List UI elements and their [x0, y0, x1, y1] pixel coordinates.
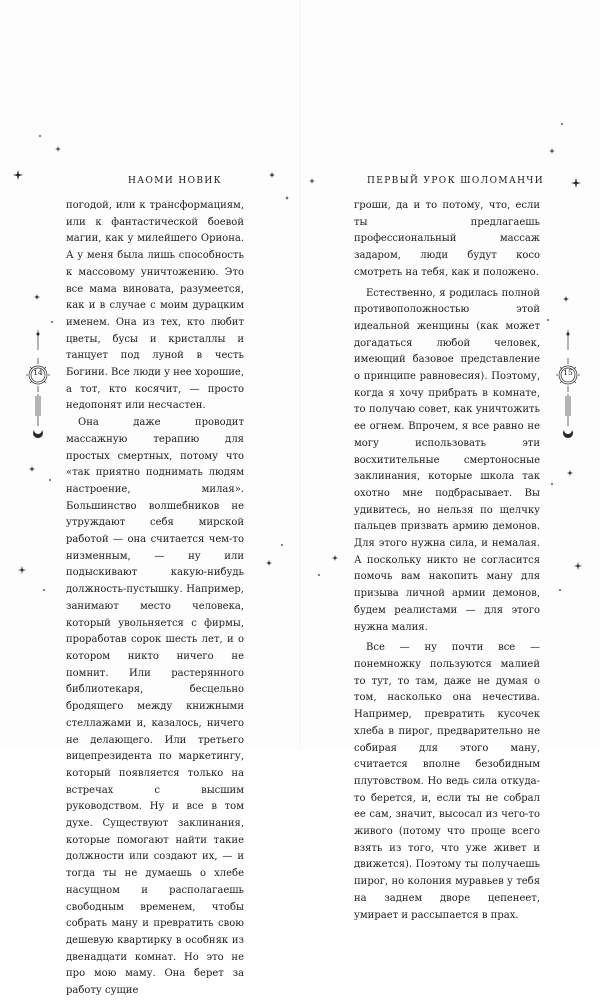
paragraph: Естественно, я родилась полной противоположностью этой идеальной женщины (как может догадаться любой человек, имеющий базовое представление о принципе равновесия). Поэтому, когда я хочу прибрать в комнате, то получаю совет, как уничтожить ее огнем. Впрочем, я все равно не могу использовать эти восхитительные смертоносные заклинания, которые школа так охотно мне подбрасывает. Вы удивитесь, но нельзя по щелчку пальцев призвать армию демонов. Для этого нужна сила, и немалая. А поскольку никто не согласится помочь вам накопить ману для призыва личной армии демонов, будем реалистами — для этого нужна малия. — [354, 287, 540, 633]
right-page — [300, 0, 600, 921]
page-number: 15 — [563, 368, 573, 377]
paragraph: гроши, да и то потому, что, если ты предлагаешь профессиональный массаж задаром, люди будут косо смотреть на тебя, как и положено. — [354, 200, 540, 278]
running-head-title: ПЕРВЫЙ УРОК ШОЛОМАНЧИ — [367, 176, 545, 186]
left-page-text — [66, 198, 244, 1000]
paragraph: погодой, или к трансформациям, или к фантастической боевой магии, как у милейшего Ориона. А у меня была лишь способность к массовому уничтожению. Это все мама виновата, разумеется, как и в случае с моим дурацким именем. Она из тех, кто любит цветы, бусы и кристаллы и танцует под луной в честь Богини. Все люди у нее хорошие, а тот, кто косячит, — просто недопонят или несчастен. — [66, 200, 244, 412]
paragraph: Она даже проводит массажную терапию для простых смертных, потому что «так приятно поднимать людям настроение, милая». Большинство волшебников не утруждают себя мирской работой — она считается чем-то низменным, — ну или подыскивают какую-нибудь должность-пустышку. Например, занимают место человека, который увольняется с фирмы, проработав сорок шесть лет, и о котором никто ничего не помнит. Или растерянного библиотекаря, бесцельно бродящего между книжными стеллажами и, казалось, ничего не делающего. Или третьего вицепрезидента по маркетингу, который появляется только на встречах с высшим руководством. Ну и все в том духе. Существуют заклинания, которые помогают найти такие должности или создают их, — и тогда ты не думаешь о хлебе насущном и располагаешь свободным временем, чтобы собрать ману и превратить свою дешевую квартирку в особняк из двенадцати комнат. Но это не про мою маму. Она берет за работу сущие — [66, 417, 244, 997]
running-head-author: НАОМИ НОВИК — [128, 176, 223, 186]
page-ornament-icon — [554, 330, 582, 440]
right-page-text — [354, 198, 540, 924]
left-page — [0, 0, 300, 997]
page-number: 14 — [33, 368, 43, 377]
paragraph: Все — ну почти все — понемножку пользуются малией то тут, то там, даже не думая о том, насколько она нечестива. Например, превратить кусочек хлеба в пирог, предварительно не собирая для этого ману, считается вполне безобидным плутовством. Но ведь сила откуда-то берется, и, если ты не собрал ее сам, значит, высосал из чего-то живого (потому что проще всего взять из того, что уже живет и движется). Поэтому ты получаешь пирог, но колония муравьев у тебя на заднем дворе цепенеет, умирает и рассыпается в прах. — [354, 642, 540, 921]
page-ornament-icon — [24, 330, 52, 440]
